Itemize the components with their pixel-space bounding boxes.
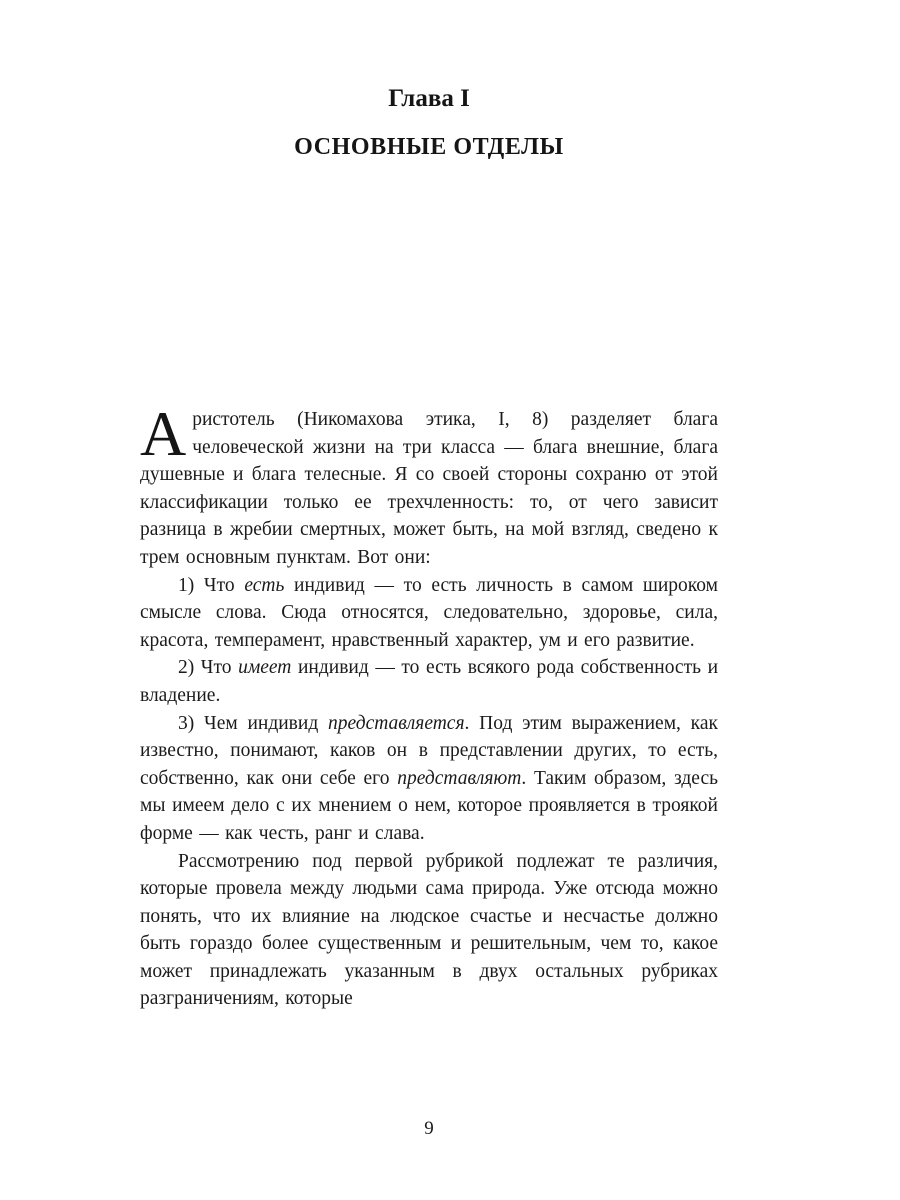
text-segment: индивид — то есть личность в самом широком смысле слова. Сюда относятся, следовательно, здоровье, сила, красота, темперамент, нравственный характер, ум и его развитие. (140, 574, 719, 651)
chapter-title: ОСНОВНЫЕ ОТДЕЛЫ (294, 134, 564, 160)
page-number: 9 (424, 1118, 434, 1139)
text-column (140, 0, 718, 1013)
text-segment: Рассмотрению под первой рубрикой подлежат те различия, которые провела между людьми сама природа. Уже отсюда можно понять, что их влияние на людское счастье и несчастье должно быть гораздо более существенным и решительным, чем то, какое может принадлежать указанным в двух остальных рубриках разграничениям, которые (140, 850, 718, 1010)
text-segment: ристотель (Никомахова этика, I, 8) разделяет блага человеческой жизни на три класса — блага внешние, блага душевные и блага телесные. Я со своей стороны сохраню от этой классификации только ее трехчленность: то, от чего зависит разница в жребии смертных, может быть, на мой взгляд, сведено к трем основным пунктам. Вот они: (140, 409, 718, 568)
italic-text: есть (244, 574, 285, 596)
paragraph (140, 710, 718, 848)
text-segment: индивид — то есть всякого рода собственность и владение. (140, 657, 719, 706)
text-segment: . Под этим выражением, как известно, понимают, каков он в представлении других, то есть, собственно, как они себе его (140, 712, 718, 789)
dropcap-letter: А (140, 398, 187, 469)
italic-text: имеет (238, 657, 292, 679)
paragraph (140, 572, 718, 655)
paragraph (140, 654, 718, 709)
paragraph (140, 398, 718, 572)
paragraph (140, 848, 718, 1014)
italic-text: представляют (397, 767, 522, 789)
text-segment: . Таким образом, здесь мы имеем дело с их мнением о нем, которое проявляется в троякой форме — как честь, ранг и слава. (140, 767, 718, 844)
text-segment: 3) Чем индивид (178, 712, 329, 734)
text-segment: 1) Что (178, 574, 245, 596)
body-text (140, 398, 719, 1013)
italic-text: представляется (328, 712, 465, 734)
chapter-label: Глава I (388, 85, 470, 112)
text-segment: 2) Что (178, 657, 239, 679)
